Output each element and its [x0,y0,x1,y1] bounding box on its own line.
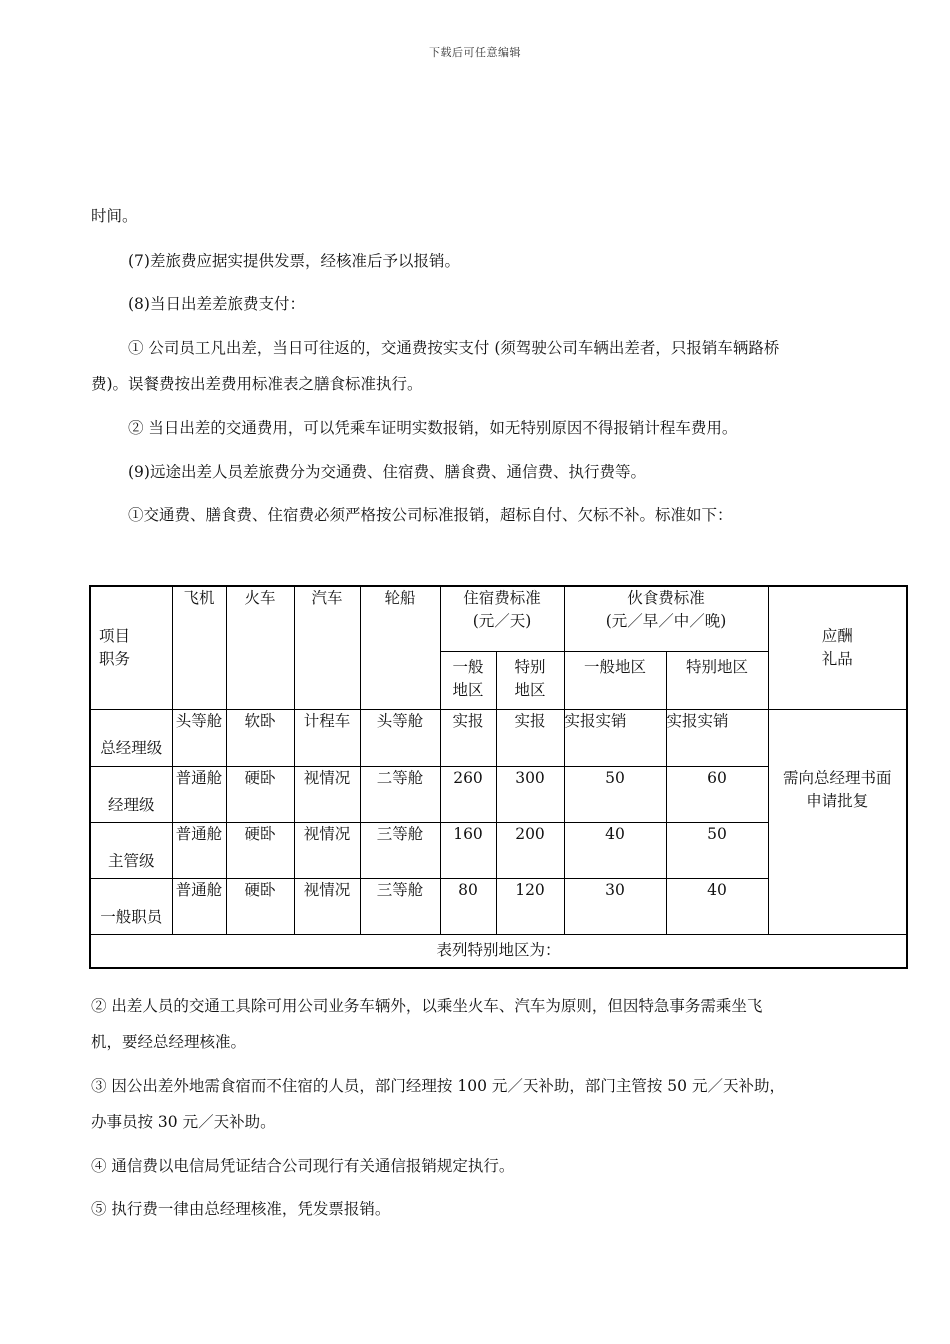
paragraph-after-4: ④ 通信费以电信局凭证结合公司现行有关通信报销规定执行。 [91,1157,515,1175]
paragraph-after-3-line2: 办事员按 30 元／天补助。 [91,1113,276,1131]
row-lodge-special: 300 [496,766,564,822]
page-header: 下载后可任意编辑 [429,46,521,59]
row-train: 硬卧 [226,822,294,878]
row-ship: 二等舱 [360,766,440,822]
header-lodging-special-line1: 特别 [514,657,546,676]
row-ship: 三等舱 [360,878,440,934]
row-role [90,878,172,934]
row-lodge-normal: 260 [440,766,496,822]
paragraph-8-1-line1: ① 公司员工凡出差，当日可往返的，交通费按实支付 (须驾驶公司车辆出差者，只报销车辆路桥 [128,339,780,357]
row-train: 软卧 [226,709,294,766]
row-lodge-special: 实报 [496,709,564,766]
paragraph-9-1: ①交通费、膳食费、住宿费必须严格按公司标准报销，超标自付、欠标不补。标准如下： [128,506,733,524]
header-entertainment-label: 应酬 [821,626,853,645]
header-item-role [90,586,172,709]
row-role-label: 主管级 [107,851,155,870]
row-role-label: 一般职员 [100,907,163,926]
row-role [90,766,172,822]
table-footer-note: 表列特别地区为： [90,934,907,968]
entertainment-note [768,709,907,934]
header-lodging [440,586,564,651]
paragraph-after-2-line1: ② 出差人员的交通工具除可用公司业务车辆外，以乘坐火车、汽车为原则，但因特急事务需乘坐飞 [91,997,763,1015]
row-meal-special: 60 [666,766,768,822]
row-plane: 普通舱 [172,766,226,822]
paragraph-8: (8)当日出差差旅费支付： [128,295,305,313]
paragraph-after-5: ⑤ 执行费一律由总经理核准，凭发票报销。 [91,1200,391,1218]
row-role [90,709,172,766]
row-role [90,822,172,878]
header-item-label: 项目 [99,626,131,645]
header-meal [564,586,768,651]
row-car: 视情况 [294,822,360,878]
row-car: 计程车 [294,709,360,766]
header-plane: 飞机 [172,586,226,709]
row-lodge-special: 200 [496,822,564,878]
header-lodging-normal-line2: 地区 [452,680,484,699]
header-lodging-unit: (元／天) [472,612,532,630]
row-train: 硬卧 [226,766,294,822]
row-train: 硬卧 [226,878,294,934]
row-lodge-normal: 实报 [440,709,496,766]
row-lodge-special: 120 [496,878,564,934]
paragraph-8-2: ② 当日出差的交通费用，可以凭乘车证明实数报销，如无特别原因不得报销计程车费用。 [128,419,738,437]
travel-expense-table [89,585,908,969]
paragraph-8-1-line2: 费)。误餐费按出差费用标准表之膳食标准执行。 [91,375,423,393]
row-car: 视情况 [294,878,360,934]
header-lodging-special-line2: 地区 [514,680,546,699]
row-plane: 普通舱 [172,878,226,934]
header-lodging-normal-line1: 一般 [452,657,484,676]
header-train: 火车 [226,586,294,709]
row-lodge-normal: 160 [440,822,496,878]
row-meal-special: 40 [666,878,768,934]
row-ship: 三等舱 [360,822,440,878]
header-meal-title: 伙食费标准 [627,589,705,607]
header-lodging-normal [440,651,496,709]
header-lodging-title: 住宿费标准 [463,589,541,607]
row-meal-special: 实报实销 [666,709,768,766]
header-meal-unit: (元／早／中／晚) [605,612,727,630]
header-gift-label: 礼品 [821,649,853,668]
entertainment-note-line2: 申请批复 [806,791,869,810]
paragraph-7: (7)差旅费应据实提供发票，经核准后予以报销。 [128,252,460,270]
header-meal-special: 特别地区 [666,651,768,709]
row-plane: 头等舱 [172,709,226,766]
paragraph-after-3-line1: ③ 因公出差外地需食宿而不住宿的人员，部门经理按 100 元／天补助，部门主管按 50 元／天补助， [91,1077,785,1095]
header-role-label: 职务 [99,649,131,668]
row-car: 视情况 [294,766,360,822]
row-meal-normal: 实报实销 [564,709,666,766]
header-ship: 轮船 [360,586,440,709]
row-role-label: 总经理级 [100,738,163,757]
row-plane: 普通舱 [172,822,226,878]
header-entertainment [768,586,907,709]
paragraph-9: (9)远途出差人员差旅费分为交通费、住宿费、膳食费、通信费、执行费等。 [128,463,646,481]
header-car: 汽车 [294,586,360,709]
row-meal-normal: 40 [564,822,666,878]
row-meal-normal: 30 [564,878,666,934]
row-meal-special: 50 [666,822,768,878]
row-meal-normal: 50 [564,766,666,822]
row-role-label: 经理级 [107,795,155,814]
row-ship: 头等舱 [360,709,440,766]
paragraph-time: 时间。 [91,207,138,225]
table-row [90,709,907,766]
row-lodge-normal: 80 [440,878,496,934]
header-lodging-special [496,651,564,709]
header-meal-normal: 一般地区 [564,651,666,709]
entertainment-note-line1: 需向总经理书面 [783,768,892,787]
paragraph-after-2-line2: 机，要经总经理核准。 [91,1033,247,1051]
